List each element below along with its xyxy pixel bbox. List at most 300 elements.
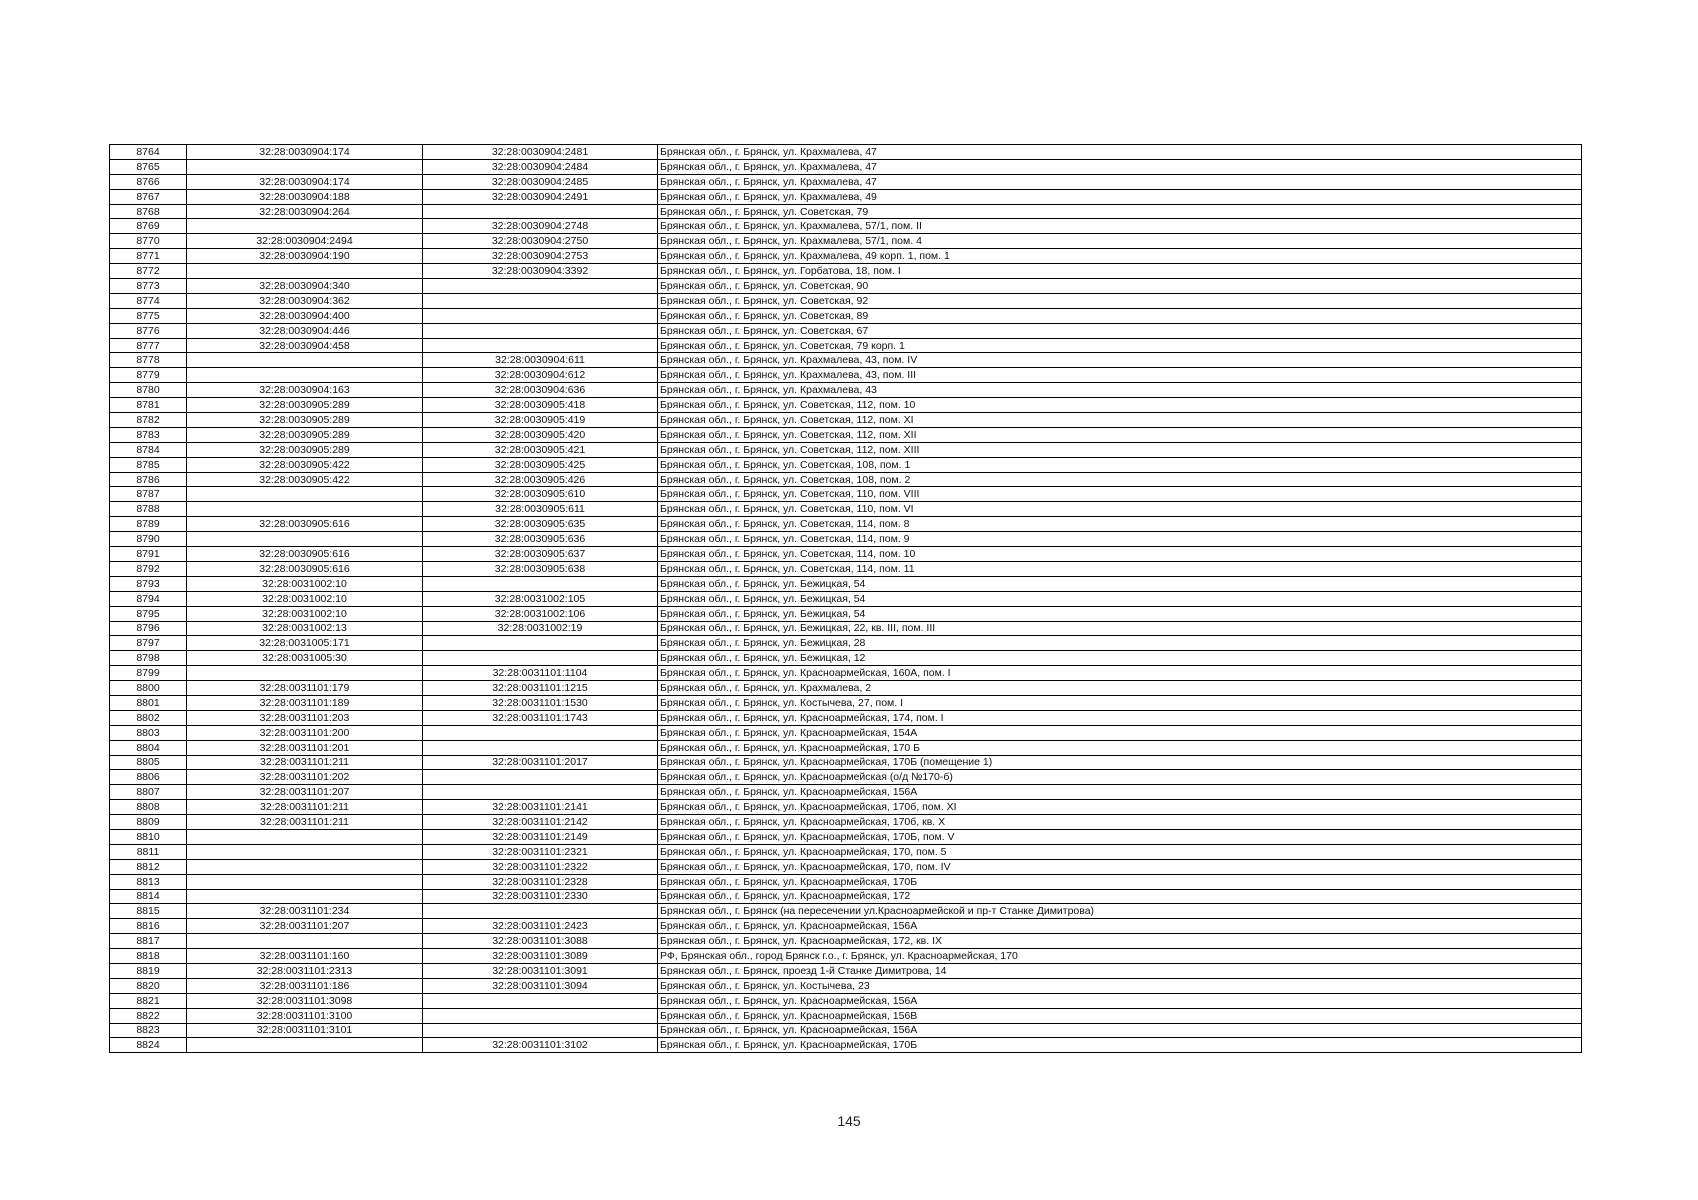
object-cadastral-number: 32:28:0030904:2748 [423,219,658,234]
address: Брянская обл., г. Брянск, ул. Горбатова, 18, пом. I [658,264,1582,279]
parcel-cadastral-number: 32:28:0031101:211 [187,815,423,830]
parcel-cadastral-number: 32:28:0031101:207 [187,919,423,934]
parcel-cadastral-number: 32:28:0030905:289 [187,442,423,457]
table-row [110,963,1582,978]
table-row [110,383,1582,398]
row-number: 8817 [110,934,187,949]
address: Брянская обл., г. Брянск, ул. Советская, 92 [658,293,1582,308]
parcel-cadastral-number: 32:28:0031101:202 [187,770,423,785]
row-number: 8800 [110,681,187,696]
object-cadastral-number: 32:28:0030904:2481 [423,145,658,160]
table-row [110,338,1582,353]
address: Брянская обл., г. Брянск, ул. Советская, 79 корп. 1 [658,338,1582,353]
table-row [110,353,1582,368]
address: Брянская обл., г. Брянск, ул. Красноармейская, 156А [658,993,1582,1008]
object-cadastral-number: 32:28:0030905:637 [423,547,658,562]
parcel-cadastral-number: 32:28:0031101:3098 [187,993,423,1008]
page-number: 145 [837,1113,861,1129]
row-number: 8788 [110,502,187,517]
table-row [110,636,1582,651]
table-row [110,174,1582,189]
row-number: 8796 [110,621,187,636]
table-row [110,993,1582,1008]
table-row [110,204,1582,219]
object-cadastral-number: 32:28:0030905:418 [423,398,658,413]
row-number: 8819 [110,963,187,978]
address: Брянская обл., г. Брянск, ул. Крахмалева, 43 [658,383,1582,398]
address: Брянская обл., г. Брянск, ул. Бежицкая, 28 [658,636,1582,651]
address: Брянская обл., г. Брянск, ул. Советская, 90 [658,279,1582,294]
row-number: 8793 [110,576,187,591]
address: Брянская обл., г. Брянск, ул. Крахмалева, 49 корп. 1, пом. 1 [658,249,1582,264]
parcel-cadastral-number: 32:28:0031002:10 [187,606,423,621]
table-row [110,785,1582,800]
table-row [110,323,1582,338]
row-number: 8764 [110,145,187,160]
address: Брянская обл., г. Брянск, ул. Красноармейская, 170Б [658,1038,1582,1053]
row-number: 8818 [110,949,187,964]
table-row [110,770,1582,785]
address: Брянская обл., г. Брянск, ул. Крахмалева, 2 [658,681,1582,696]
parcel-cadastral-number: 32:28:0031101:179 [187,681,423,696]
row-number: 8808 [110,800,187,815]
table-row [110,1008,1582,1023]
object-cadastral-number: 32:28:0031101:2017 [423,755,658,770]
table-row [110,934,1582,949]
row-number: 8813 [110,874,187,889]
parcel-cadastral-number [187,1038,423,1053]
object-cadastral-number [423,323,658,338]
address: Брянская обл., г. Брянск, ул. Бежицкая, 54 [658,576,1582,591]
table-row [110,606,1582,621]
address: Брянская обл., г. Брянск, ул. Красноармейская, 170Б [658,874,1582,889]
address: Брянская обл., г. Брянск, ул. Советская, 67 [658,323,1582,338]
address: Брянская обл., г. Брянск, ул. Советская, 110, пом. VI [658,502,1582,517]
object-cadastral-number: 32:28:0031101:1104 [423,666,658,681]
row-number: 8765 [110,159,187,174]
object-cadastral-number: 32:28:0030904:612 [423,368,658,383]
address: Брянская обл., г. Брянск, ул. Красноармейская, 156А [658,919,1582,934]
parcel-cadastral-number [187,874,423,889]
table-row [110,1023,1582,1038]
address: Брянская обл., г. Брянск, ул. Красноармейская, 156А [658,785,1582,800]
address: Брянская обл., г. Брянск, ул. Красноармейская, 170б, кв. X [658,815,1582,830]
table-row [110,308,1582,323]
address: Брянская обл., г. Брянск, ул. Советская, 89 [658,308,1582,323]
object-cadastral-number: 32:28:0030905:426 [423,472,658,487]
table-row [110,889,1582,904]
row-number: 8783 [110,427,187,442]
table-row [110,547,1582,562]
row-number: 8777 [110,338,187,353]
table-row [110,576,1582,591]
parcel-cadastral-number: 32:28:0031002:10 [187,576,423,591]
object-cadastral-number: 32:28:0031101:1743 [423,710,658,725]
object-cadastral-number [423,993,658,1008]
parcel-cadastral-number: 32:28:0031101:186 [187,978,423,993]
row-number: 8804 [110,740,187,755]
address: Брянская обл., г. Брянск, ул. Крахмалева, 47 [658,174,1582,189]
parcel-cadastral-number: 32:28:0030904:458 [187,338,423,353]
object-cadastral-number: 32:28:0031101:1530 [423,695,658,710]
object-cadastral-number: 32:28:0031101:2423 [423,919,658,934]
parcel-cadastral-number: 32:28:0031005:30 [187,651,423,666]
parcel-cadastral-number [187,889,423,904]
table-row [110,219,1582,234]
row-number: 8824 [110,1038,187,1053]
parcel-cadastral-number: 32:28:0031101:207 [187,785,423,800]
object-cadastral-number: 32:28:0031002:105 [423,591,658,606]
table-row [110,293,1582,308]
object-cadastral-number: 32:28:0031101:3091 [423,963,658,978]
row-number: 8780 [110,383,187,398]
row-number: 8799 [110,666,187,681]
parcel-cadastral-number: 32:28:0030904:340 [187,279,423,294]
parcel-cadastral-number: 32:28:0031005:171 [187,636,423,651]
row-number: 8821 [110,993,187,1008]
object-cadastral-number: 32:28:0030904:3392 [423,264,658,279]
table-row [110,517,1582,532]
address: Брянская обл., г. Брянск, ул. Советская, 108, пом. 2 [658,472,1582,487]
row-number: 8778 [110,353,187,368]
address: Брянская обл., г. Брянск, ул. Красноармейская, 174, пом. I [658,710,1582,725]
object-cadastral-number: 32:28:0030905:611 [423,502,658,517]
address: Брянская обл., г. Брянск, ул. Красноармейская (о/д №170-б) [658,770,1582,785]
parcel-cadastral-number: 32:28:0031101:211 [187,800,423,815]
parcel-cadastral-number [187,368,423,383]
object-cadastral-number [423,636,658,651]
row-number: 8823 [110,1023,187,1038]
object-cadastral-number: 32:28:0030905:635 [423,517,658,532]
address: Брянская обл., г. Брянск, ул. Красноармейская, 170 Б [658,740,1582,755]
address: Брянская обл., г. Брянск, ул. Крахмалева, 57/1, пом. 4 [658,234,1582,249]
table-row [110,398,1582,413]
row-number: 8768 [110,204,187,219]
table-row [110,502,1582,517]
address: Брянская обл., г. Брянск, ул. Красноармейская, 170, пом. IV [658,859,1582,874]
address: Брянская обл., г. Брянск, ул. Бежицкая, 54 [658,606,1582,621]
parcel-cadastral-number: 32:28:0031101:201 [187,740,423,755]
row-number: 8811 [110,844,187,859]
address: Брянская обл., г. Брянск, ул. Крахмалева, 47 [658,145,1582,160]
parcel-cadastral-number [187,859,423,874]
address: Брянская обл., г. Брянск, ул. Красноармейская, 172, кв. IX [658,934,1582,949]
row-number: 8805 [110,755,187,770]
row-number: 8772 [110,264,187,279]
address: Брянская обл., г. Брянск, ул. Советская, 112, пом. 10 [658,398,1582,413]
row-number: 8774 [110,293,187,308]
parcel-cadastral-number: 32:28:0030905:289 [187,413,423,428]
object-cadastral-number: 32:28:0030904:2753 [423,249,658,264]
object-cadastral-number: 32:28:0030905:420 [423,427,658,442]
object-cadastral-number [423,338,658,353]
parcel-cadastral-number [187,487,423,502]
object-cadastral-number: 32:28:0030904:2491 [423,189,658,204]
object-cadastral-number: 32:28:0031101:2330 [423,889,658,904]
row-number: 8795 [110,606,187,621]
row-number: 8767 [110,189,187,204]
object-cadastral-number: 32:28:0030905:638 [423,561,658,576]
address: Брянская обл., г. Брянск, ул. Советская, 112, пом. XI [658,413,1582,428]
object-cadastral-number: 32:28:0030904:2750 [423,234,658,249]
parcel-cadastral-number: 32:28:0031002:13 [187,621,423,636]
address: Брянская обл., г. Брянск, ул. Красноармейская, 154А [658,725,1582,740]
address: Брянская обл., г. Брянск, ул. Красноармейская, 170, пом. 5 [658,844,1582,859]
row-number: 8807 [110,785,187,800]
parcel-cadastral-number [187,532,423,547]
table-row [110,472,1582,487]
object-cadastral-number: 32:28:0031101:3089 [423,949,658,964]
table-row [110,874,1582,889]
object-cadastral-number: 32:28:0031101:3094 [423,978,658,993]
row-number: 8822 [110,1008,187,1023]
table-row [110,651,1582,666]
address: Брянская обл., г. Брянск, ул. Советская, 114, пом. 9 [658,532,1582,547]
table-row [110,710,1582,725]
address: Брянская обл., г. Брянск, ул. Бежицкая, 12 [658,651,1582,666]
row-number: 8812 [110,859,187,874]
parcel-cadastral-number: 32:28:0030904:188 [187,189,423,204]
address: Брянская обл., г. Брянск, ул. Крахмалева, 57/1, пом. II [658,219,1582,234]
table-row [110,189,1582,204]
row-number: 8798 [110,651,187,666]
address: Брянская обл., г. Брянск, ул. Советская, 108, пом. 1 [658,457,1582,472]
parcel-cadastral-number: 32:28:0031101:3101 [187,1023,423,1038]
object-cadastral-number: 32:28:0030905:610 [423,487,658,502]
address: Брянская обл., г. Брянск, ул. Красноармейская, 160А, пом. I [658,666,1582,681]
row-number: 8820 [110,978,187,993]
table-row [110,1038,1582,1053]
table-row [110,859,1582,874]
address: Брянская обл., г. Брянск, ул. Красноармейская, 170Б (помещение 1) [658,755,1582,770]
table-row [110,264,1582,279]
parcel-cadastral-number: 32:28:0030904:2494 [187,234,423,249]
table-row [110,413,1582,428]
object-cadastral-number [423,725,658,740]
table-row [110,978,1582,993]
table-row [110,949,1582,964]
address: Брянская обл., г. Брянск, ул. Советская, 114, пом. 10 [658,547,1582,562]
table-row [110,919,1582,934]
address: Брянская обл., г. Брянск, ул. Крахмалева, 47 [658,159,1582,174]
parcel-cadastral-number: 32:28:0030904:190 [187,249,423,264]
object-cadastral-number: 32:28:0030905:421 [423,442,658,457]
object-cadastral-number: 32:28:0031101:2142 [423,815,658,830]
table-row [110,532,1582,547]
address: Брянская обл., г. Брянск, ул. Советская, 114, пом. 8 [658,517,1582,532]
table-row [110,904,1582,919]
parcel-cadastral-number: 32:28:0031101:200 [187,725,423,740]
parcel-cadastral-number: 32:28:0030905:422 [187,457,423,472]
object-cadastral-number: 32:28:0030905:425 [423,457,658,472]
object-cadastral-number: 32:28:0031101:3088 [423,934,658,949]
row-number: 8787 [110,487,187,502]
address: Брянская обл., г. Брянск, ул. Красноармейская, 156В [658,1008,1582,1023]
parcel-cadastral-number: 32:28:0030904:163 [187,383,423,398]
parcel-cadastral-number [187,159,423,174]
row-number: 8802 [110,710,187,725]
object-cadastral-number: 32:28:0031101:1215 [423,681,658,696]
row-number: 8803 [110,725,187,740]
table-row [110,755,1582,770]
parcel-cadastral-number [187,666,423,681]
table-row [110,427,1582,442]
row-number: 8786 [110,472,187,487]
object-cadastral-number [423,576,658,591]
address: Брянская обл., г. Брянск, ул. Советская, 112, пом. XIII [658,442,1582,457]
parcel-cadastral-number: 32:28:0031101:189 [187,695,423,710]
row-number: 8782 [110,413,187,428]
table-row [110,159,1582,174]
table-row [110,561,1582,576]
object-cadastral-number: 32:28:0030905:636 [423,532,658,547]
address: Брянская обл., г. Брянск, ул. Красноармейская, 170б, пом. XI [658,800,1582,815]
row-number: 8794 [110,591,187,606]
parcel-cadastral-number [187,844,423,859]
table-row [110,621,1582,636]
address: Брянская обл., г. Брянск, ул. Бежицкая, 54 [658,591,1582,606]
row-number: 8766 [110,174,187,189]
parcel-cadastral-number: 32:28:0030905:616 [187,517,423,532]
address: Брянская обл., г. Брянск, ул. Костычева, 23 [658,978,1582,993]
row-number: 8791 [110,547,187,562]
row-number: 8815 [110,904,187,919]
object-cadastral-number: 32:28:0031101:2321 [423,844,658,859]
row-number: 8785 [110,457,187,472]
parcel-cadastral-number: 32:28:0030904:362 [187,293,423,308]
row-number: 8814 [110,889,187,904]
table-row [110,442,1582,457]
table-row [110,725,1582,740]
object-cadastral-number: 32:28:0030904:636 [423,383,658,398]
row-number: 8776 [110,323,187,338]
parcel-cadastral-number [187,502,423,517]
table-row [110,666,1582,681]
parcel-cadastral-number [187,353,423,368]
parcel-cadastral-number: 32:28:0030905:422 [187,472,423,487]
table-row [110,457,1582,472]
row-number: 8809 [110,815,187,830]
object-cadastral-number [423,279,658,294]
parcel-cadastral-number: 32:28:0030904:174 [187,145,423,160]
address: РФ, Брянская обл., город Брянск г.о., г. Брянск, ул. Красноармейская, 170 [658,949,1582,964]
row-number: 8792 [110,561,187,576]
table-row [110,829,1582,844]
object-cadastral-number [423,770,658,785]
parcel-cadastral-number [187,829,423,844]
parcel-cadastral-number [187,934,423,949]
row-number: 8784 [110,442,187,457]
table-row [110,234,1582,249]
object-cadastral-number: 32:28:0031101:3102 [423,1038,658,1053]
object-cadastral-number [423,651,658,666]
object-cadastral-number: 32:28:0030904:611 [423,353,658,368]
parcel-cadastral-number: 32:28:0031002:10 [187,591,423,606]
object-cadastral-number: 32:28:0030905:419 [423,413,658,428]
address: Брянская обл., г. Брянск, ул. Красноармейская, 170Б, пом. V [658,829,1582,844]
table-row [110,800,1582,815]
object-cadastral-number: 32:28:0031101:2328 [423,874,658,889]
object-cadastral-number [423,293,658,308]
object-cadastral-number: 32:28:0031002:19 [423,621,658,636]
object-cadastral-number [423,904,658,919]
row-number: 8816 [110,919,187,934]
row-number: 8770 [110,234,187,249]
row-number: 8779 [110,368,187,383]
row-number: 8806 [110,770,187,785]
object-cadastral-number: 32:28:0031002:106 [423,606,658,621]
table-row [110,740,1582,755]
row-number: 8801 [110,695,187,710]
parcel-cadastral-number: 32:28:0030904:446 [187,323,423,338]
address: Брянская обл., г. Брянск, ул. Крахмалева, 43, пом. III [658,368,1582,383]
table-row [110,844,1582,859]
address: Брянская обл., г. Брянск (на пересечении ул.Красноармейской и пр-т Станке Димитрова) [658,904,1582,919]
parcel-cadastral-number: 32:28:0030905:289 [187,427,423,442]
parcel-cadastral-number: 32:28:0030904:400 [187,308,423,323]
address: Брянская обл., г. Брянск, ул. Крахмалева, 49 [658,189,1582,204]
address: Брянская обл., г. Брянск, ул. Крахмалева, 43, пом. IV [658,353,1582,368]
object-cadastral-number [423,1023,658,1038]
object-cadastral-number: 32:28:0030904:2484 [423,159,658,174]
parcel-cadastral-number [187,264,423,279]
object-cadastral-number [423,785,658,800]
parcel-cadastral-number: 32:28:0030905:289 [187,398,423,413]
parcel-cadastral-number: 32:28:0031101:234 [187,904,423,919]
address: Брянская обл., г. Брянск, ул. Советская, 110, пом. VIII [658,487,1582,502]
cadastral-table [109,144,1582,1053]
table-row [110,487,1582,502]
parcel-cadastral-number: 32:28:0031101:3100 [187,1008,423,1023]
address: Брянская обл., г. Брянск, ул. Бежицкая, 22, кв. III, пом. III [658,621,1582,636]
address: Брянская обл., г. Брянск, ул. Советская, 114, пом. 11 [658,561,1582,576]
object-cadastral-number [423,308,658,323]
table-body [110,145,1582,1053]
parcel-cadastral-number: 32:28:0031101:2313 [187,963,423,978]
address: Брянская обл., г. Брянск, ул. Костычева, 27, пом. I [658,695,1582,710]
row-number: 8797 [110,636,187,651]
parcel-cadastral-number: 32:28:0031101:160 [187,949,423,964]
row-number: 8773 [110,279,187,294]
address: Брянская обл., г. Брянск, ул. Красноармейская, 156А [658,1023,1582,1038]
object-cadastral-number [423,204,658,219]
table-row [110,368,1582,383]
address: Брянская обл., г. Брянск, ул. Советская, 112, пом. XII [658,427,1582,442]
parcel-cadastral-number: 32:28:0031101:211 [187,755,423,770]
row-number: 8790 [110,532,187,547]
row-number: 8775 [110,308,187,323]
parcel-cadastral-number [187,219,423,234]
parcel-cadastral-number: 32:28:0030904:174 [187,174,423,189]
address: Брянская обл., г. Брянск, ул. Советская, 79 [658,204,1582,219]
parcel-cadastral-number: 32:28:0030904:264 [187,204,423,219]
table-row [110,279,1582,294]
parcel-cadastral-number: 32:28:0031101:203 [187,710,423,725]
table-row [110,681,1582,696]
table-row [110,145,1582,160]
table-row [110,249,1582,264]
row-number: 8771 [110,249,187,264]
parcel-cadastral-number: 32:28:0030905:616 [187,547,423,562]
parcel-cadastral-number: 32:28:0030905:616 [187,561,423,576]
object-cadastral-number: 32:28:0031101:2149 [423,829,658,844]
row-number: 8769 [110,219,187,234]
row-number: 8810 [110,829,187,844]
object-cadastral-number: 32:28:0031101:2322 [423,859,658,874]
address: Брянская обл., г. Брянск, проезд 1-й Станке Димитрова, 14 [658,963,1582,978]
object-cadastral-number [423,740,658,755]
table-row [110,591,1582,606]
